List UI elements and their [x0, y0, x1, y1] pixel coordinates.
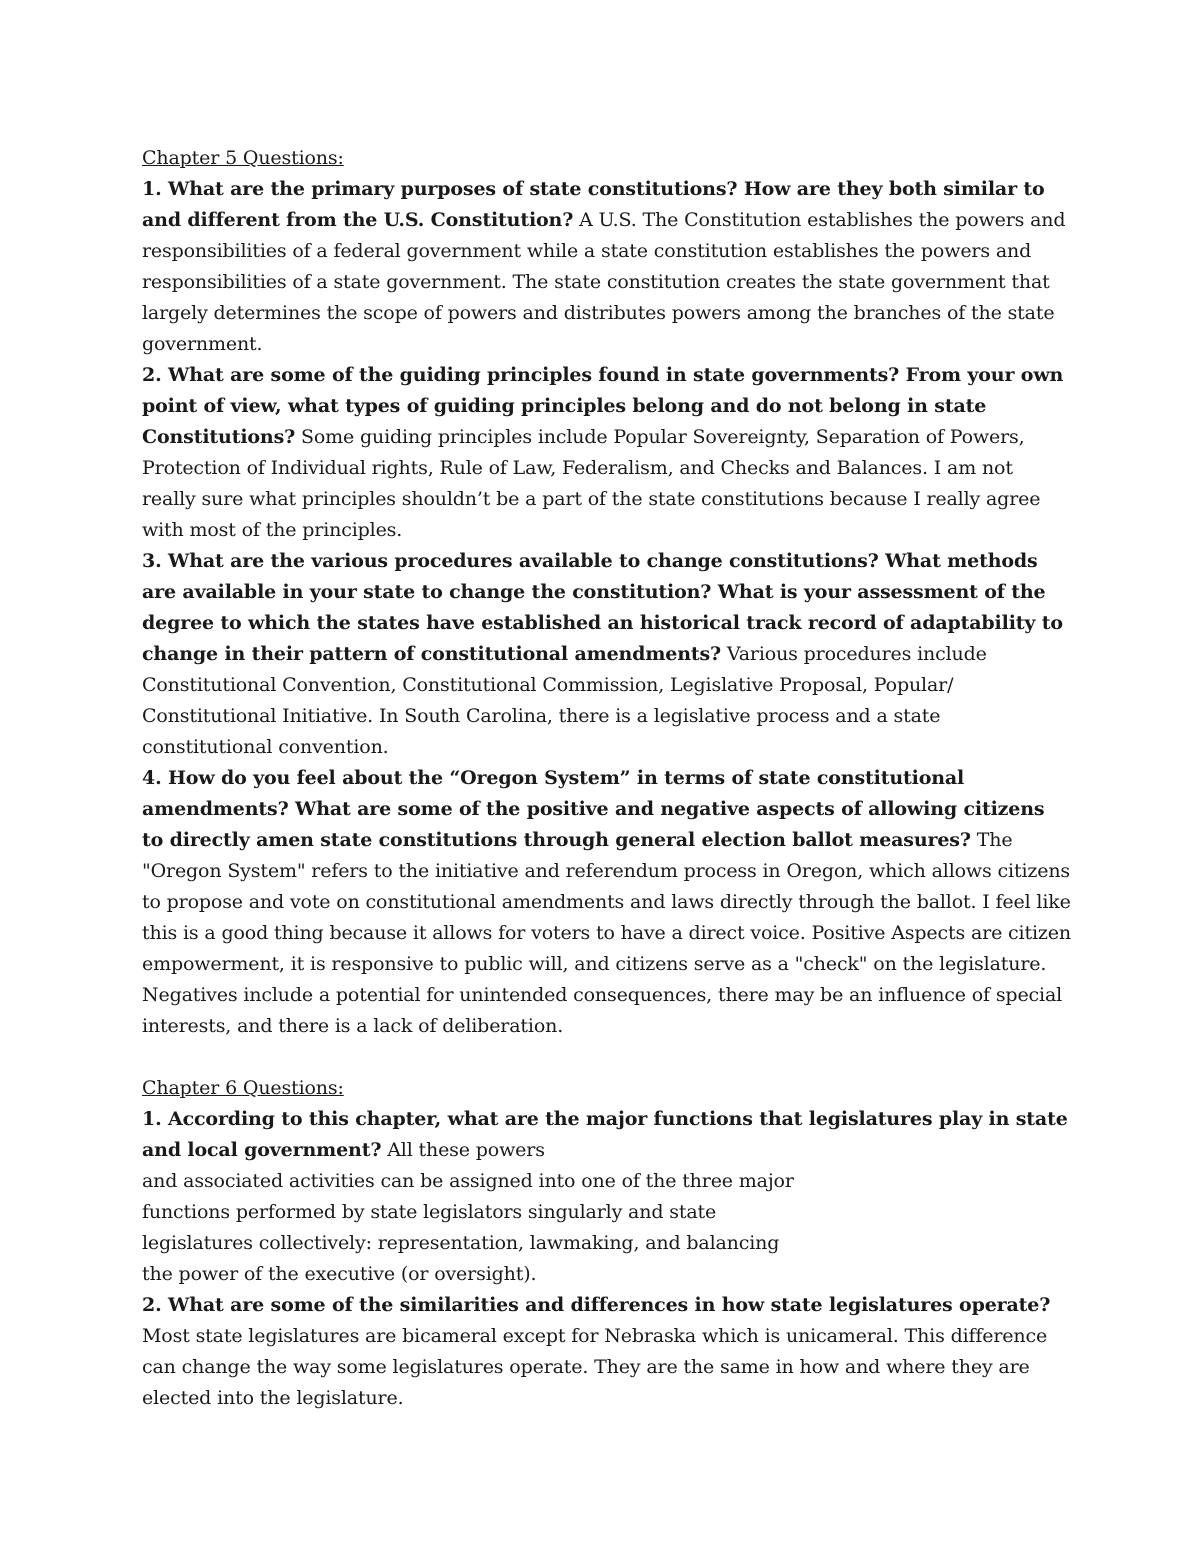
ch5-answer-4: The "Oregon System" refers to the initiative and referendum process in Oregon, which allows citizens to propose and vote on constitutional amendments and laws directly through the ballot. I feel like this is a good thing because it allows for voters to have a direct voice. Positive Aspects are citizen empowerment, it is responsive to public will, and citizens serve as a "check" on the legislature. Negatives include a potential for unintended consequences, there may be an influence of special interests, and there is a lack of deliberation.	[142, 829, 1071, 1037]
ch6-item-1	[142, 1104, 1072, 1290]
ch6-answer-1-line: the power of the executive (or oversight).	[142, 1263, 537, 1285]
ch6-answer-2: Most state legislatures are bicameral except for Nebraska which is unicameral. This difference can change the way some legislatures operate. They are the same in how and where they are elected into the legislature.	[142, 1325, 1048, 1409]
ch6-answer-1-line: functions performed by state legislators singularly and state	[142, 1201, 717, 1223]
chapter-6-heading: Chapter 6 Questions:	[142, 1077, 344, 1099]
ch5-item-1	[142, 174, 1072, 360]
ch6-question-2: 2. What are some of the similarities and differences in how state legislatures operate?	[142, 1294, 1051, 1316]
ch6-answer-1-first: All these powers	[381, 1139, 545, 1161]
ch5-item-2	[142, 360, 1072, 546]
ch6-answer-1-line: and associated activities can be assigned into one of the three major	[142, 1170, 794, 1192]
ch5-answer-1: A U.S. The Constitution establishes the powers and responsibilities of a federal government while a state constitution establishes the powers and responsibilities of a state government. The state constitution creates the state government that largely determines the scope of powers and distributes powers among the branches of the state government.	[142, 209, 1066, 355]
section-spacer	[142, 1042, 1072, 1073]
ch5-item-4	[142, 763, 1072, 1042]
ch5-answer-3: Various procedures include Constitutional Convention, Constitutional Commission, Legislative Proposal, Popular/ Constitutional Initiative. In South Carolina, there is a legislative process and a state constitutional convention.	[142, 643, 987, 758]
ch5-answer-2: Some guiding principles include Popular Sovereignty, Separation of Powers, Protection of Individual rights, Rule of Law, Federalism, and Checks and Balances. I am not really sure what principles shouldn’t be a part of the state constitutions because I really agree with most of the principles.	[142, 426, 1041, 541]
ch6-answer-1-line: legislatures collectively: representation, lawmaking, and balancing	[142, 1232, 780, 1254]
ch5-question-4: 4. How do you feel about the “Oregon System” in terms of state constitutional amendments? What are some of the positive and negative aspects of allowing citizens to directly amen state constitutions through general election ballot measures?	[142, 767, 1045, 851]
ch6-item-2	[142, 1290, 1072, 1414]
ch5-item-3	[142, 546, 1072, 763]
ch6-question-1: 1. According to this chapter, what are the major functions that legislatures play in state and local government?	[142, 1108, 1068, 1161]
chapter-5-heading: Chapter 5 Questions:	[142, 147, 344, 169]
ch5-question-2: 2. What are some of the guiding principles found in state governments? From your own point of view, what types of guiding principles belong and do not belong in state Constitutions?	[142, 364, 1064, 448]
ch5-question-1: 1. What are the primary purposes of state constitutions? How are they both similar to and different from the U.S. Constitution?	[142, 178, 1045, 231]
document-page	[142, 143, 1072, 1414]
ch5-question-3: 3. What are the various procedures available to change constitutions? What methods are available in your state to change the constitution? What is your assessment of the degree to which the states have established an historical track record of adaptability to change in their pattern of constitutional amendments?	[142, 550, 1063, 665]
